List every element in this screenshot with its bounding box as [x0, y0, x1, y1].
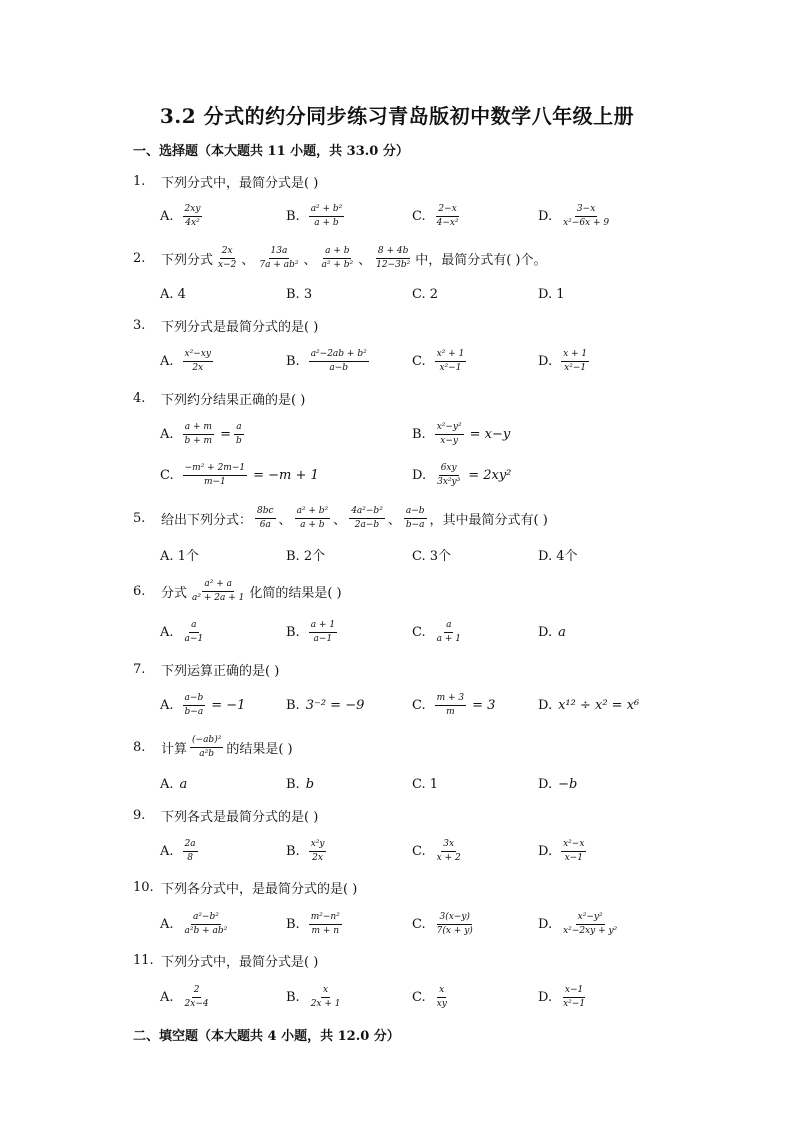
options-4a: [160, 418, 734, 450]
question-7: [133, 656, 734, 682]
question-number: 10.: [133, 879, 154, 895]
option-a[interactable]: A. $\frac{2}{2x-4}$: [160, 985, 209, 1009]
section-title-choice: 一、选择题（本大题共 11 小题，共 33.0 分）: [133, 144, 409, 159]
question-text: 下列分式中，最简分式是( ): [161, 175, 319, 191]
option-d[interactable]: D. 4个: [538, 548, 578, 564]
question-number: 11.: [133, 952, 154, 968]
fraction: $\frac{\text{a² + b²}}{a + b}$: [310, 204, 343, 228]
question-9: [133, 802, 734, 828]
option-b[interactable]: B. b: [286, 776, 315, 792]
option-d[interactable]: D. a: [538, 624, 566, 640]
option-label: B.: [286, 208, 300, 224]
fraction: $\frac{2-x}{\text{4−x²}}$: [436, 204, 459, 228]
page-title: 3.2 分式的约分同步练习青岛版初中数学八年级上册: [159, 104, 635, 128]
fraction: $\frac{3-x}{\text{x²−6x + 9}}$: [563, 204, 610, 228]
option-a[interactable]: [160, 204, 286, 228]
question-10: [133, 874, 734, 900]
question-number: 3.: [133, 317, 146, 333]
option-a[interactable]: A. $\frac{\text{a²−b²}}{\text{a²b + ab²}}$: [160, 912, 228, 936]
option-d[interactable]: D. x¹² ÷ x² = x⁶: [538, 697, 640, 713]
option-c[interactable]: C. $\frac{\text{−m² + 2m−1}}{m-1}$ = −m + 1: [160, 463, 319, 487]
option-c[interactable]: C. $\frac{m + 3}{m}$ = 3: [412, 693, 496, 717]
option-b[interactable]: B. 3: [286, 286, 313, 302]
question-number: 9.: [133, 807, 146, 823]
question-text: 分式 $\frac{\text{a² + a}}{\text{a² + 2a + 1}}$ 化简的结果是( ): [161, 579, 342, 603]
option-c[interactable]: C. $\frac{3(x-y)}{7(x + y)}$: [412, 912, 473, 936]
option-c[interactable]: C. 3个: [412, 548, 452, 564]
question-number: 7.: [133, 661, 146, 677]
fraction: $\frac{2xy}{\text{4x²}}$: [184, 204, 201, 228]
question-text: 给出下列分式： $\frac{8bc}{6a}$ 、 $\frac{\text{a² + b²}}{a + b}$ 、 $\frac{\text{4a²−b²}}{2a-b}$ 、 $\frac{a-b}{b-a}$ ，其中最简分式有( ): [161, 506, 548, 530]
option-d[interactable]: D. $\frac{\text{x²−y²}}{\text{x²−2xy + y²}}$: [538, 912, 618, 936]
option-a[interactable]: A. $\frac{\text{x²−xy}}{2x}$: [160, 349, 211, 373]
options-8: [160, 768, 734, 800]
options-4b: [160, 459, 734, 491]
options-2: [160, 278, 734, 310]
option-b[interactable]: B. 2个: [286, 548, 326, 564]
question-text: 下列各式是最简分式的是( ): [161, 809, 319, 825]
options-10: [160, 908, 734, 940]
option-c[interactable]: C. 2: [412, 286, 439, 302]
option-d[interactable]: D. 1: [538, 286, 565, 302]
option-d[interactable]: D. $\frac{x-1}{\text{x²−1}}$: [538, 985, 586, 1009]
question-8: [133, 734, 734, 760]
option-c[interactable]: C. $\frac{x}{xy}$: [412, 985, 447, 1009]
options-9: [160, 835, 734, 867]
question-number: 8.: [133, 739, 146, 755]
question-5: [133, 505, 734, 531]
question-number: 1.: [133, 173, 146, 189]
fraction: $\frac{8 + 4b}{\text{12−3b²}}$: [376, 246, 411, 270]
option-d[interactable]: D. $\frac{x + 1}{\text{x²−1}}$: [538, 349, 588, 373]
question-text: 下列约分结果正确的是( ): [161, 392, 306, 408]
question-text: 下列分式 $\frac{2x}{x-2}$ 、 $\frac{13a}{\text{7a + ab²}}$ 、 $\frac{a + b}{\text{a² + b²}}$ 、 $\frac{8 + 4b}{\text{12−3b²}}$ 中，最简分式有( )个。: [161, 246, 547, 270]
options-1: [160, 200, 734, 232]
section-title-fill: 二、填空题（本大题共 4 小题，共 12.0 分）: [133, 1029, 400, 1044]
option-c[interactable]: C. 1: [412, 776, 439, 792]
question-2: [133, 245, 734, 271]
option-a[interactable]: A. $\frac{2a}{8}$: [160, 839, 196, 863]
question-text: 下列各分式中，是最简分式的是( ): [161, 881, 358, 897]
question-number: 6.: [133, 583, 146, 599]
option-d[interactable]: D. $\frac{6xy}{\text{3x²y³}}$ = 2xy²: [412, 463, 512, 487]
question-text: 下列分式中，最简分式是( ): [161, 954, 319, 970]
option-d[interactable]: [538, 204, 664, 228]
question-number: 4.: [133, 390, 146, 406]
option-d[interactable]: D. −b: [538, 776, 578, 792]
options-3: [160, 345, 734, 377]
option-a[interactable]: A. $\frac{a + m}{b + m}$ = $\frac{a}{b}$: [160, 422, 242, 446]
options-11: [160, 981, 734, 1013]
question-4: [133, 385, 734, 411]
option-a[interactable]: A. a: [160, 776, 188, 792]
fraction: $\frac{2x}{x-2}$: [218, 246, 237, 270]
option-a[interactable]: A. $\frac{a}{a-1}$: [160, 620, 204, 644]
options-5: [160, 538, 734, 570]
question-6: [133, 578, 734, 604]
question-text: 下列分式是最简分式的是( ): [161, 319, 319, 335]
question-text: 计算 $\frac{\text{(−ab)²}}{\text{a²b}}$ 的结果是( ): [161, 735, 293, 759]
question-3: [133, 312, 734, 338]
option-b[interactable]: B. $\frac{a + 1}{a-1}$: [286, 620, 336, 644]
option-b[interactable]: B. $\frac{\text{x²−y²}}{x-y}$ = x−y: [412, 422, 511, 446]
option-a[interactable]: A. 4: [160, 286, 186, 302]
option-b[interactable]: B. $\frac{\text{m²−n²}}{m + n}$: [286, 912, 340, 936]
fraction: $\frac{a + b}{\text{a² + b²}}$: [321, 246, 354, 270]
fraction: $\frac{13a}{\text{7a + ab²}}$: [259, 246, 299, 270]
option-c[interactable]: [412, 204, 538, 228]
option-b[interactable]: B. $\frac{\text{a²−2ab + b²}}{a-b}$: [286, 349, 367, 373]
options-7: [160, 689, 734, 721]
option-c[interactable]: C. $\frac{a}{a + 1}$: [412, 620, 461, 644]
option-label: C.: [412, 208, 426, 224]
option-label: D.: [538, 208, 553, 224]
question-number: 5.: [133, 510, 146, 526]
option-c[interactable]: C. $\frac{\text{x² + 1}}{\text{x²−1}}$: [412, 349, 465, 373]
options-6: [160, 616, 734, 648]
option-d[interactable]: D. $\frac{\text{x²−x}}{x-1}$: [538, 839, 585, 863]
option-b[interactable]: B. $\frac{\text{x²y}}{2x}$: [286, 839, 325, 863]
question-1: [133, 168, 734, 194]
option-a[interactable]: A. 1个: [160, 548, 199, 564]
option-label: A.: [160, 208, 174, 224]
option-b[interactable]: [286, 204, 412, 228]
option-b[interactable]: B. 3⁻² = −9: [286, 697, 365, 713]
option-b[interactable]: B. $\frac{x}{2x + 1}$: [286, 985, 341, 1009]
option-c[interactable]: C. $\frac{3x}{x + 2}$: [412, 839, 461, 863]
option-a[interactable]: A. $\frac{a-b}{b-a}$ = −1: [160, 693, 246, 717]
question-number: 2.: [133, 250, 146, 266]
question-11: [133, 947, 734, 973]
question-text: 下列运算正确的是( ): [161, 663, 280, 679]
